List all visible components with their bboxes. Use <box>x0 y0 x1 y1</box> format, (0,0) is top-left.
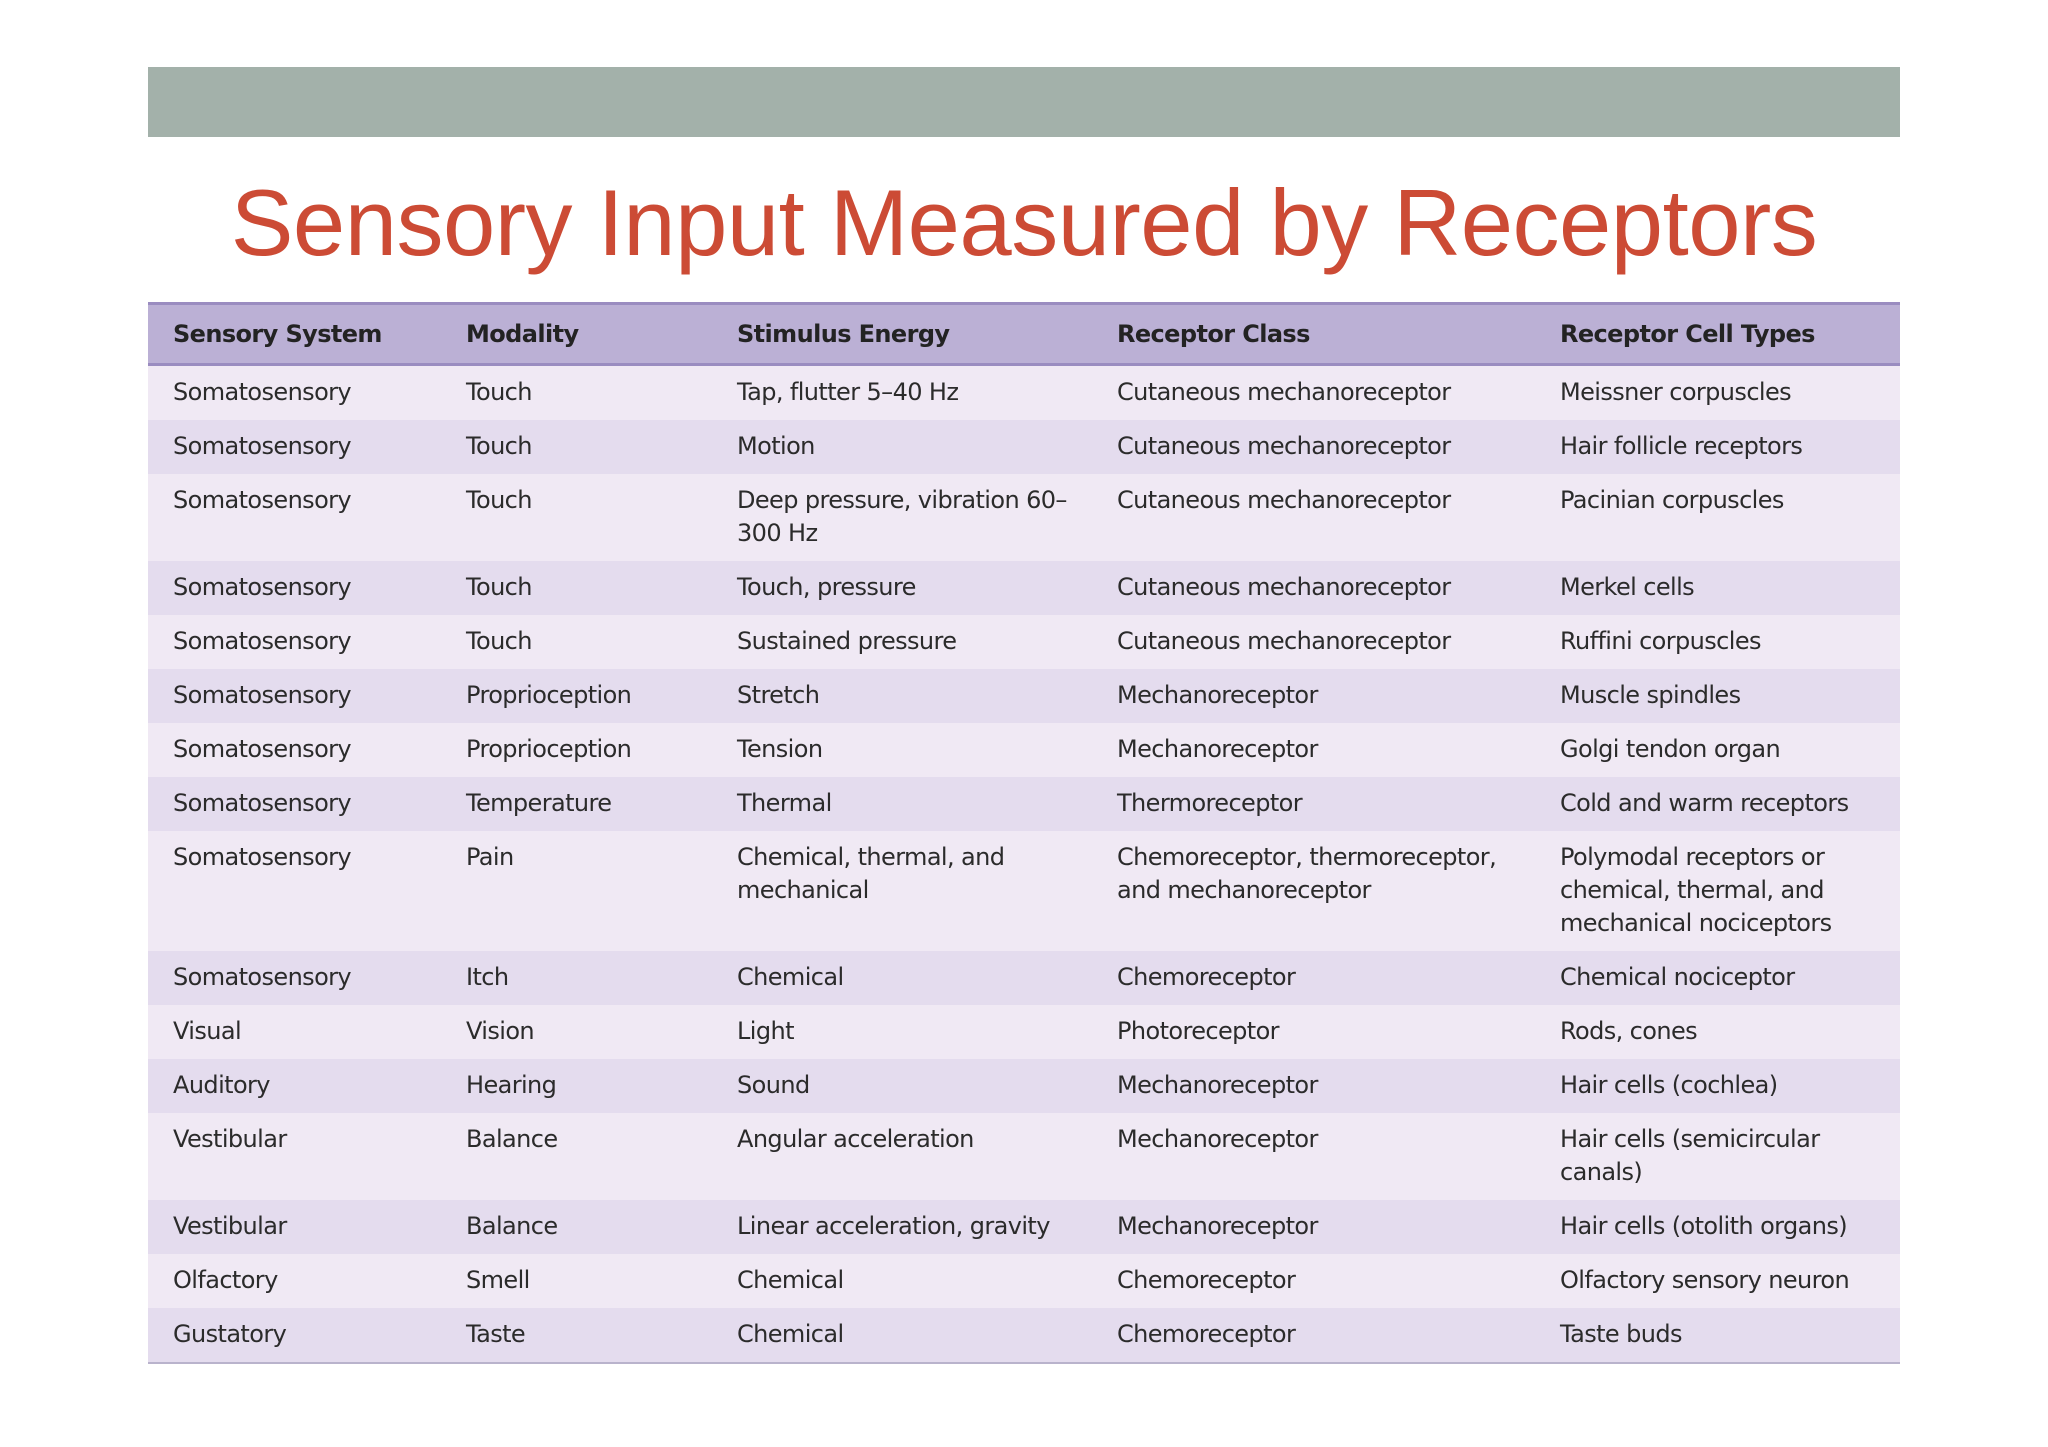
cell-receptor-cell-types: Meissner corpuscles <box>1560 378 1792 406</box>
cell-receptor-cell-types: Ruffini corpuscles <box>1560 627 1761 655</box>
table-row <box>148 1308 1900 1362</box>
cell-sensory-system: Somatosensory <box>173 843 352 871</box>
cell-receptor-class: Mechanoreceptor <box>1117 735 1318 763</box>
cell-sensory-system: Somatosensory <box>173 486 352 514</box>
cell-receptor-class: Cutaneous mechanoreceptor <box>1117 627 1451 655</box>
cell-receptor-class: Chemoreceptor, thermoreceptor, and mechanoreceptor <box>1117 843 1497 904</box>
slide-title: Sensory Input Measured by Receptors <box>230 170 1818 275</box>
column-header-stimulus-energy: Stimulus Energy <box>737 320 950 348</box>
table-row <box>148 561 1900 615</box>
column-header-modality: Modality <box>466 320 579 348</box>
table-row <box>148 951 1900 1005</box>
receptor-table-container <box>148 302 1900 1364</box>
cell-receptor-class: Photoreceptor <box>1117 1017 1279 1045</box>
cell-stimulus-energy: Chemical, thermal, and mechanical <box>737 843 1005 904</box>
cell-sensory-system: Auditory <box>173 1071 270 1099</box>
cell-stimulus-energy: Sound <box>737 1071 810 1099</box>
cell-modality: Vision <box>466 1017 535 1045</box>
cell-sensory-system: Gustatory <box>173 1320 287 1348</box>
cell-stimulus-energy: Thermal <box>737 789 832 817</box>
cell-modality: Smell <box>466 1266 530 1294</box>
cell-receptor-cell-types: Hair cells (semicircular canals) <box>1560 1125 1820 1186</box>
cell-receptor-class: Chemoreceptor <box>1117 1320 1296 1348</box>
table-row <box>148 1005 1900 1059</box>
cell-stimulus-energy: Touch, pressure <box>737 573 916 601</box>
cell-stimulus-energy: Tap, flutter 5–40 Hz <box>737 378 959 406</box>
table-header-row <box>148 304 1900 365</box>
cell-modality: Balance <box>466 1212 558 1240</box>
cell-receptor-class: Thermoreceptor <box>1117 789 1303 817</box>
table-row <box>148 831 1900 951</box>
cell-sensory-system: Somatosensory <box>173 681 352 709</box>
cell-stimulus-energy: Chemical <box>737 1266 844 1294</box>
cell-receptor-cell-types: Golgi tendon organ <box>1560 735 1781 763</box>
cell-receptor-cell-types: Pacinian corpuscles <box>1560 486 1784 514</box>
cell-stimulus-energy: Angular acceleration <box>737 1125 974 1153</box>
table-body <box>148 365 1900 1363</box>
cell-receptor-cell-types: Polymodal receptors or chemical, thermal, and mechanical nociceptors <box>1560 843 1832 937</box>
cell-sensory-system: Somatosensory <box>173 627 352 655</box>
cell-receptor-class: Cutaneous mechanoreceptor <box>1117 432 1451 460</box>
cell-receptor-class: Mechanoreceptor <box>1117 681 1318 709</box>
cell-receptor-cell-types: Hair cells (otolith organs) <box>1560 1212 1848 1240</box>
cell-stimulus-energy: Chemical <box>737 963 844 991</box>
cell-modality: Itch <box>466 963 509 991</box>
cell-receptor-class: Mechanoreceptor <box>1117 1212 1318 1240</box>
table-row <box>148 777 1900 831</box>
cell-receptor-class: Cutaneous mechanoreceptor <box>1117 573 1451 601</box>
cell-sensory-system: Somatosensory <box>173 378 352 406</box>
table-row <box>148 474 1900 561</box>
table-row <box>148 1113 1900 1200</box>
table-row <box>148 723 1900 777</box>
cell-modality: Touch <box>466 573 532 601</box>
cell-receptor-class: Cutaneous mechanoreceptor <box>1117 486 1451 514</box>
cell-receptor-cell-types: Olfactory sensory neuron <box>1560 1266 1850 1294</box>
receptor-table <box>148 302 1900 1362</box>
table-row <box>148 1254 1900 1308</box>
cell-modality: Touch <box>466 378 532 406</box>
cell-modality: Proprioception <box>466 681 632 709</box>
cell-modality: Hearing <box>466 1071 557 1099</box>
cell-stimulus-energy: Stretch <box>737 681 820 709</box>
cell-stimulus-energy: Motion <box>737 432 815 460</box>
table-row <box>148 669 1900 723</box>
cell-stimulus-energy: Chemical <box>737 1320 844 1348</box>
cell-stimulus-energy: Linear acceleration, gravity <box>737 1212 1050 1240</box>
cell-receptor-class: Chemoreceptor <box>1117 963 1296 991</box>
column-header-receptor-cell-types: Receptor Cell Types <box>1560 320 1815 348</box>
cell-modality: Temperature <box>466 789 612 817</box>
column-header-sensory-system: Sensory System <box>173 320 382 348</box>
cell-receptor-class: Mechanoreceptor <box>1117 1125 1318 1153</box>
cell-sensory-system: Olfactory <box>173 1266 278 1294</box>
cell-modality: Touch <box>466 627 532 655</box>
cell-modality: Pain <box>466 843 514 871</box>
cell-modality: Balance <box>466 1125 558 1153</box>
cell-sensory-system: Somatosensory <box>173 573 352 601</box>
cell-sensory-system: Somatosensory <box>173 735 352 763</box>
cell-receptor-cell-types: Chemical nociceptor <box>1560 963 1795 991</box>
table-row <box>148 1200 1900 1254</box>
table-row <box>148 420 1900 474</box>
cell-stimulus-energy: Tension <box>737 735 823 763</box>
cell-sensory-system: Vestibular <box>173 1212 287 1240</box>
cell-receptor-cell-types: Taste buds <box>1560 1320 1682 1348</box>
cell-stimulus-energy: Light <box>737 1017 794 1045</box>
cell-receptor-cell-types: Merkel cells <box>1560 573 1695 601</box>
cell-receptor-class: Cutaneous mechanoreceptor <box>1117 378 1451 406</box>
column-header-receptor-class: Receptor Class <box>1117 320 1310 348</box>
cell-sensory-system: Somatosensory <box>173 789 352 817</box>
cell-sensory-system: Visual <box>173 1017 242 1045</box>
cell-sensory-system: Vestibular <box>173 1125 287 1153</box>
cell-receptor-cell-types: Rods, cones <box>1560 1017 1698 1045</box>
cell-modality: Touch <box>466 432 532 460</box>
cell-modality: Touch <box>466 486 532 514</box>
table-row <box>148 365 1900 421</box>
cell-stimulus-energy: Deep pressure, vibration 60–300 Hz <box>737 486 1067 547</box>
slide-header-bar <box>148 67 1900 137</box>
cell-receptor-class: Mechanoreceptor <box>1117 1071 1318 1099</box>
cell-receptor-class: Chemoreceptor <box>1117 1266 1296 1294</box>
cell-modality: Taste <box>466 1320 526 1348</box>
cell-sensory-system: Somatosensory <box>173 432 352 460</box>
cell-sensory-system: Somatosensory <box>173 963 352 991</box>
cell-stimulus-energy: Sustained pressure <box>737 627 957 655</box>
cell-modality: Proprioception <box>466 735 632 763</box>
cell-receptor-cell-types: Hair cells (cochlea) <box>1560 1071 1778 1099</box>
cell-receptor-cell-types: Muscle spindles <box>1560 681 1741 709</box>
table-row <box>148 615 1900 669</box>
cell-receptor-cell-types: Hair follicle receptors <box>1560 432 1803 460</box>
cell-receptor-cell-types: Cold and warm receptors <box>1560 789 1849 817</box>
table-row <box>148 1059 1900 1113</box>
